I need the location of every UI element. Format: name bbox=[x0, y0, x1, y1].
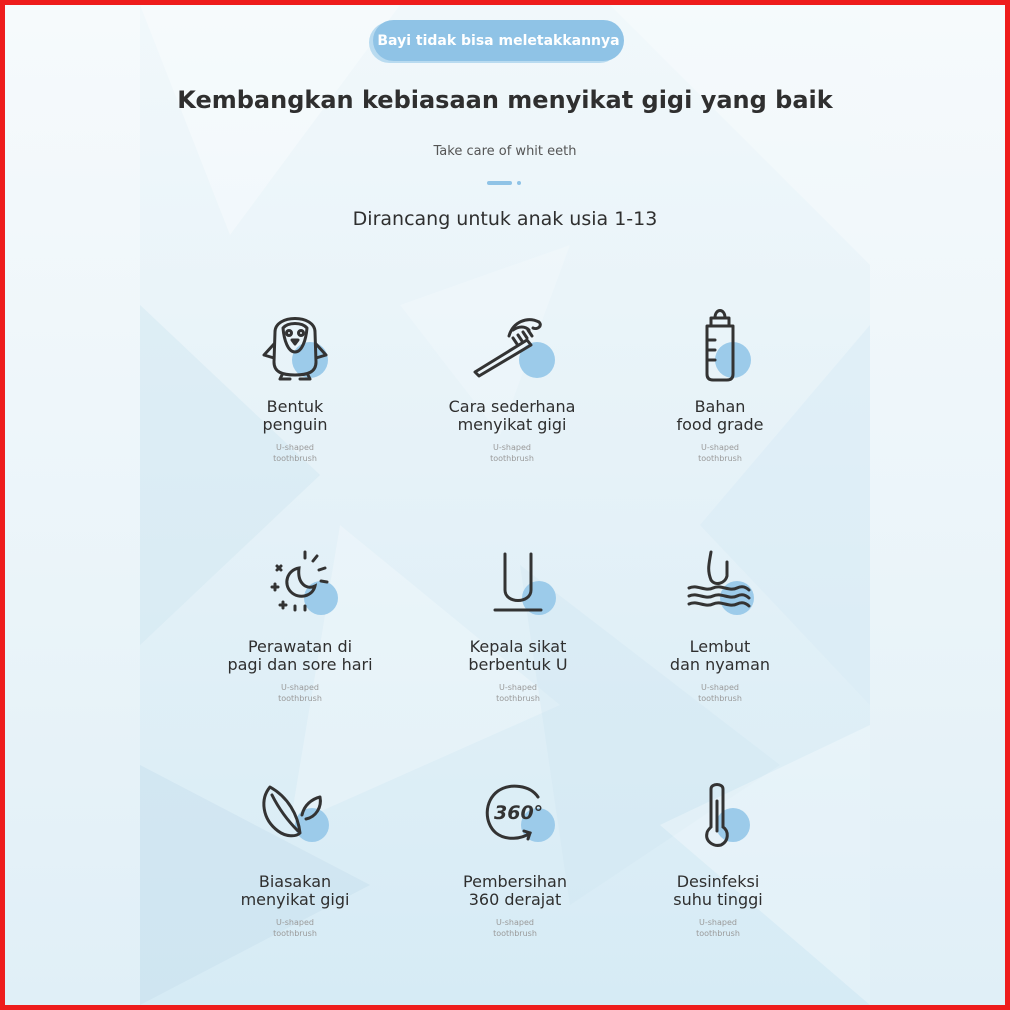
feature-caption: U-shaped toothbrush bbox=[698, 443, 742, 463]
feature-day-night bbox=[200, 540, 400, 704]
thermometer-icon bbox=[673, 775, 763, 865]
feature-disinfect bbox=[618, 775, 818, 939]
feature-title: Kepala sikat berbentuk U bbox=[468, 637, 568, 674]
feature-caption: U-shaped toothbrush bbox=[698, 683, 742, 703]
feature-bottle bbox=[620, 300, 820, 464]
feature-soft bbox=[620, 540, 820, 704]
feature-habit bbox=[195, 775, 395, 939]
feature-u-head bbox=[418, 540, 618, 704]
divider bbox=[487, 181, 513, 185]
baby-bottle-icon bbox=[675, 300, 765, 390]
feature-caption: U-shaped toothbrush bbox=[273, 443, 317, 463]
feature-title: Cara sederhana menyikat gigi bbox=[448, 397, 576, 434]
svg-text:360°: 360° bbox=[494, 802, 544, 824]
feature-caption: U-shaped toothbrush bbox=[490, 443, 534, 463]
feature-caption: U-shaped toothbrush bbox=[278, 683, 322, 703]
leaf-icon bbox=[250, 775, 340, 865]
feature-caption: U-shaped toothbrush bbox=[493, 918, 537, 938]
penguin-icon bbox=[250, 300, 340, 390]
feature-penguin bbox=[195, 300, 395, 464]
feature-title: Lembut dan nyaman bbox=[669, 637, 771, 674]
feature-title: Desinfeksi suhu tinggi bbox=[673, 872, 763, 909]
u-shape-icon bbox=[473, 540, 563, 630]
age-tagline: Dirancang untuk anak usia 1-13 bbox=[352, 208, 658, 230]
page-subtitle: Take care of whit eeth bbox=[433, 144, 577, 159]
feature-caption: U-shaped toothbrush bbox=[696, 918, 740, 938]
feature-title: Bentuk penguin bbox=[262, 397, 328, 434]
feature-360 bbox=[415, 775, 615, 939]
rotate-360-icon bbox=[470, 775, 560, 865]
feature-caption: U-shaped toothbrush bbox=[273, 918, 317, 938]
soft-touch-icon bbox=[675, 540, 765, 630]
feature-title: Perawatan di pagi dan sore hari bbox=[227, 637, 373, 674]
feature-title: Pembersihan 360 derajat bbox=[463, 872, 567, 909]
background-right bbox=[870, 5, 1005, 1005]
badge-pill: Bayi tidak bisa meletakkannya bbox=[373, 20, 624, 61]
sun-moon-icon bbox=[255, 540, 345, 630]
background-left bbox=[5, 5, 140, 1005]
feature-toothbrush bbox=[412, 300, 612, 464]
feature-title: Biasakan menyikat gigi bbox=[240, 872, 350, 909]
toothbrush-icon bbox=[467, 300, 557, 390]
feature-caption: U-shaped toothbrush bbox=[496, 683, 540, 703]
page-title: Kembangkan kebiasaan menyikat gigi yang baik bbox=[177, 86, 833, 114]
feature-title: Bahan food grade bbox=[676, 397, 764, 434]
